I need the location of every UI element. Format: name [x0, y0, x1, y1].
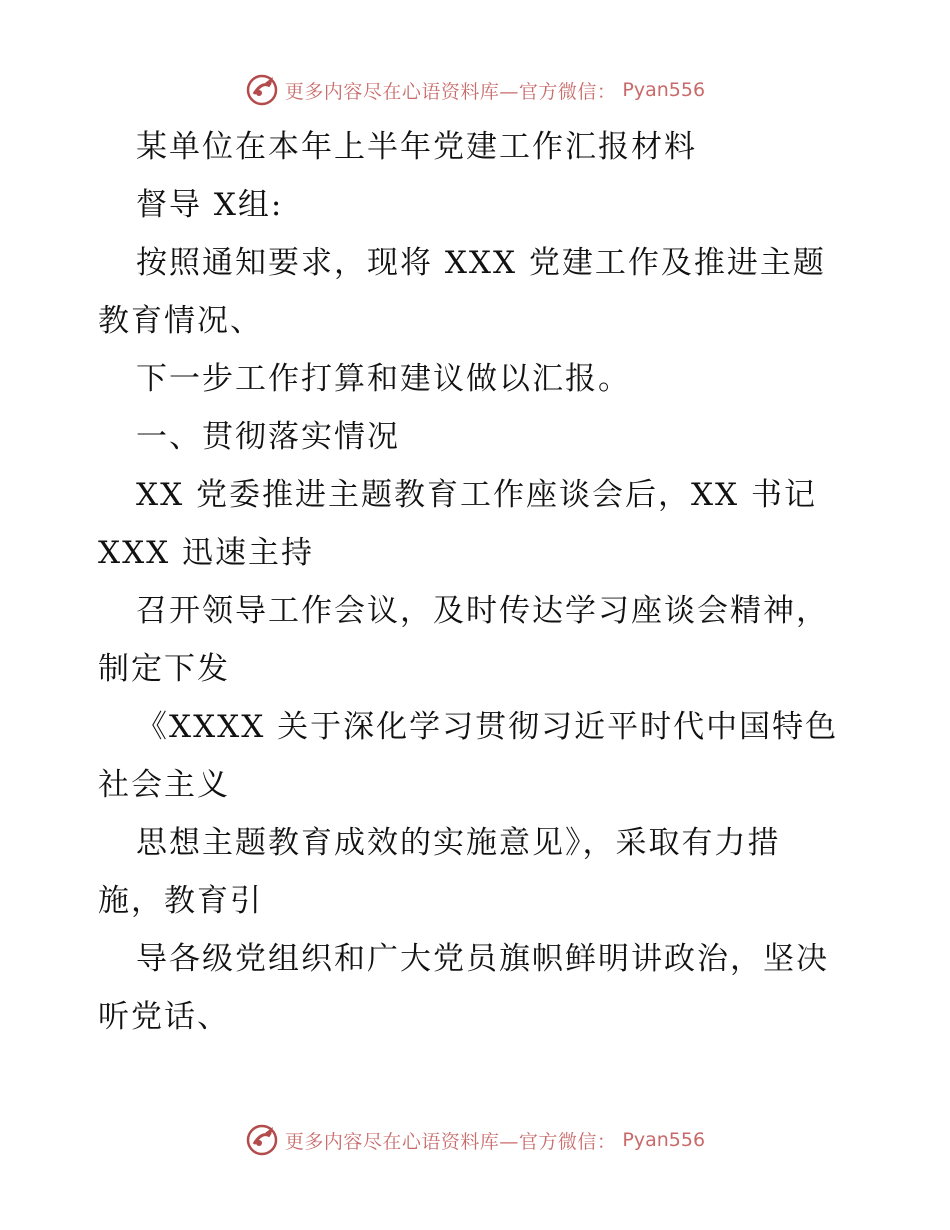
brand-logo-icon: [245, 73, 279, 107]
banner-wechat-id: Pyan556: [622, 1129, 706, 1151]
footer-banner: [0, 1120, 950, 1160]
paragraph-line: XX 党委推进主题教育工作座谈会后，XX 书记: [136, 477, 817, 513]
paragraph-line: 导各级党组织和广大党员旗帜鲜明讲政治，坚决: [136, 941, 829, 977]
paragraph-line: 教育情况、: [98, 303, 263, 339]
paragraph-line: 召开领导工作会议，及时传达学习座谈会精神，: [136, 593, 829, 629]
header-banner: [0, 70, 950, 110]
paragraph-line: 下一步工作打算和建议做以汇报。: [136, 361, 631, 397]
banner-wechat-id: Pyan556: [622, 79, 706, 101]
paragraph-line: 施，教育引: [98, 883, 263, 919]
document-title: 某单位在本年上半年党建工作汇报材料: [136, 129, 697, 165]
brand-logo-icon: [245, 1123, 279, 1157]
paragraph-line: 思想主题教育成效的实施意见》，采取有力措: [136, 825, 781, 861]
salutation: 督导 X组:: [136, 187, 284, 223]
paragraph-line: 制定下发: [98, 651, 230, 687]
banner-text: 更多内容尽在心语资料库—官方微信：: [284, 80, 617, 103]
paragraph-line: 听党话、: [98, 999, 230, 1035]
paragraph-line: 按照通知要求，现将 XXX 党建工作及推进主题: [136, 245, 826, 281]
paragraph-line: 《XXXX 关于深化学习贯彻习近平时代中国特色: [136, 709, 839, 745]
banner-text: 更多内容尽在心语资料库—官方微信：: [284, 1130, 617, 1153]
paragraph-line: XXX 迅速主持: [98, 535, 315, 571]
document-body: [98, 118, 858, 1046]
paragraph-line: 社会主义: [98, 767, 230, 803]
section-heading: 一、贯彻落实情况: [136, 419, 400, 455]
